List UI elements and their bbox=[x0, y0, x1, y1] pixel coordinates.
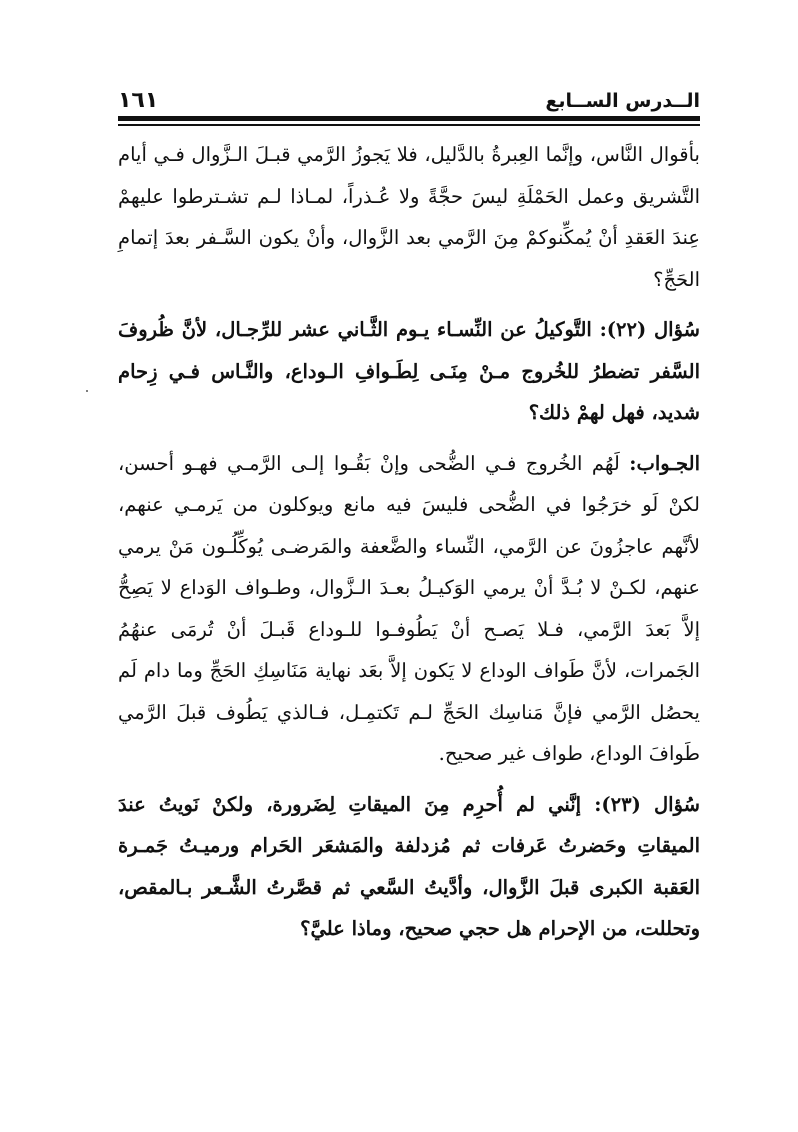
answer-label: الجـواب: bbox=[629, 451, 700, 475]
answer-22 bbox=[118, 443, 700, 775]
page-body bbox=[118, 134, 700, 959]
answer-text: لَهُم الخُروج فـي الضُّحى وإنْ بَقُـوا إلـى الرَّمـي فهـو أحسن، لكنْ لَو خرَجُوا في الضُّحى فليسَ فيه مانع ويوكلون من يَرمـي عنهم، لأنَّهم عاجزُونَ عن الرَّمي، النِّساء والضَّعفة والمَرضـى يُوكِّلُـون مَنْ يرمي عنهم، لكـنْ لا بُـدَّ أنْ يرمي الوَكيـلُ بعـدَ الـزَّوال، وطـواف الوَداع لا يَصِحُّ إلاَّ بَعدَ الرَّمي، فـلا يَصـح أنْ يَطُوفـوا للـوداع قَبـلَ أنْ تُرمَى عنهُمُ الجَمرات، لأنَّ طَواف الوداع لا يَكون إلاَّ بعَد نهاية مَنَاسِكِ الحَجِّ وما دام لَم يحصُل الرَّمي فإنَّ مَناسِك الحَجِّ لـم تَكتمِـل، فـالذي يَطُوف قبلَ الرَّمي طَوافَ الوداع، طواف غير صحيح. bbox=[118, 451, 700, 765]
question-23 bbox=[118, 784, 700, 950]
question-text: سُؤال (٢٣): إنَّني لم أُحرِم مِنَ الميقاتِ لِضَرورة، ولكنْ نَويتُ عندَ الميقاتِ وحَضرتُ عَرفات ثم مُزدلفة والمَشعَر الحَرام ورميـتُ جَمـرة العَقبة الكبرى قبلَ الزَّوال، وأدَّيتُ السَّعي ثم قصَّرتُ الشَّـعر بـالمقص، وتحللت، من الإحرام هل حجي صحيح، وماذا عليَّ؟ bbox=[118, 792, 700, 940]
paragraph-continuation bbox=[118, 134, 700, 300]
paragraph-text: بأقوال النَّاس، وإنَّما العِبرةُ بالدَّليل، فلا يَجوزُ الرَّمي قبـلَ الـزَّوال فـي أيام التَّشريق وعمل الحَمْلَةِ ليسَ حجَّةً ولا عُـذراً، لمـاذا لـم تشـترطوا عليهمْ عِندَ العَقدِ أنْ يُمكِّنوكمْ مِنَ الرَّمي بعد الزَّوال، وأنْ يكون السَّـفر بعدَ إتمامِ الحَجِّ؟ bbox=[118, 143, 700, 291]
question-22 bbox=[118, 309, 700, 434]
question-text: سُؤال (٢٢): التَّوكيلُ عن النِّسـاء يـوم الثَّـاني عشر للرِّجـال، لأنَّ ظُروفَ السَّفر تضطرُ للخُروج مـنْ مِنَـى لِطَـوافِ الـوداع، والنَّـاس فـي زِحام شديد، فهل لهمْ ذلك؟ bbox=[118, 318, 700, 424]
page-number: ١٦١ bbox=[118, 88, 159, 113]
header-rule-thick bbox=[118, 116, 700, 121]
chapter-title: الــدرس الســابع bbox=[545, 90, 700, 112]
margin-speck bbox=[86, 390, 88, 392]
page-header bbox=[118, 88, 700, 116]
header-rule-thin bbox=[118, 124, 700, 126]
